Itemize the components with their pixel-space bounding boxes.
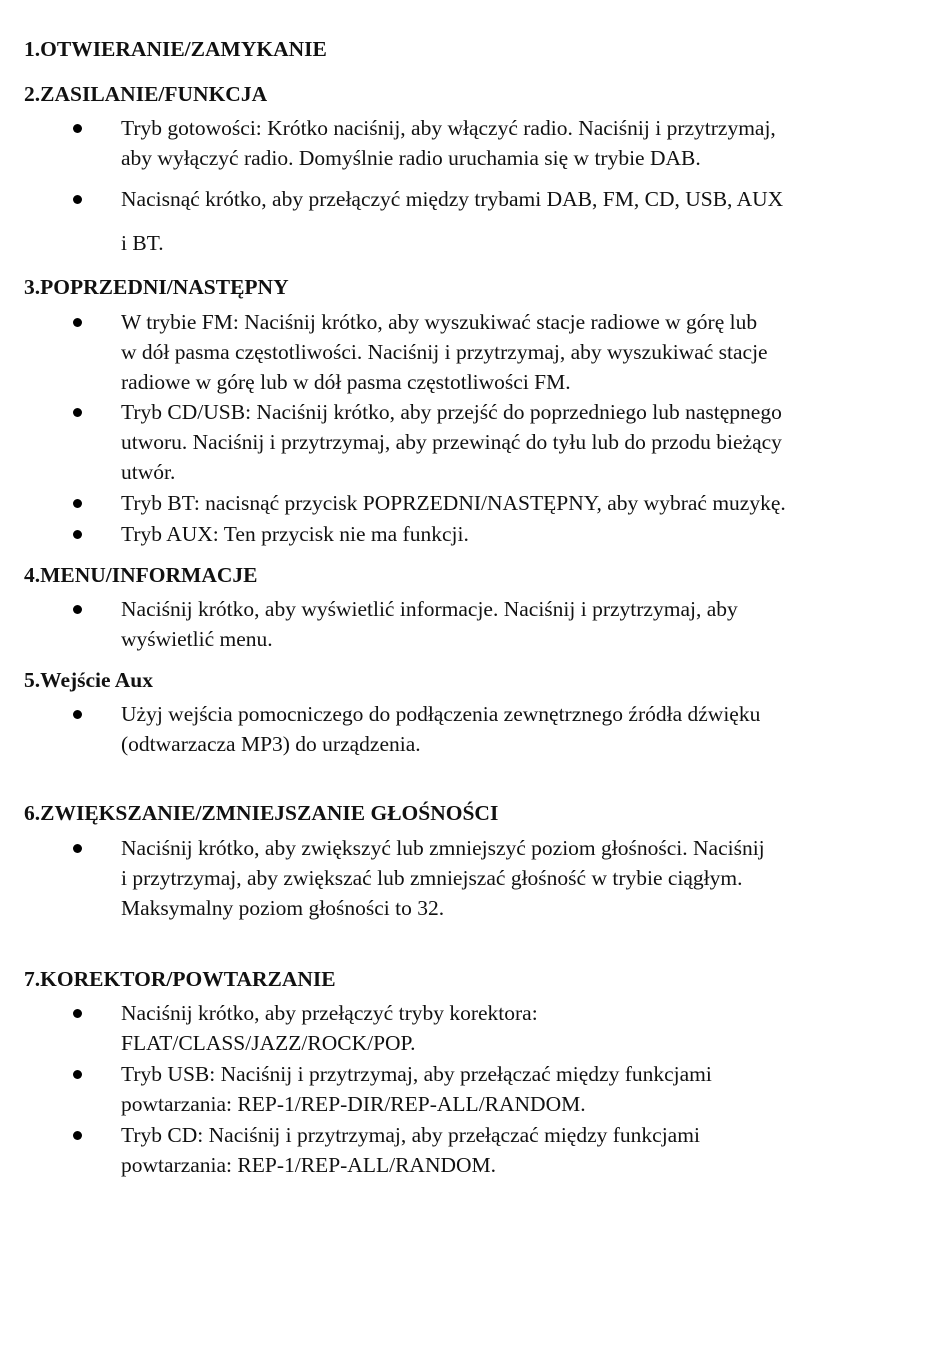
- section-heading: 1.OTWIERANIE/ZAMYKANIE: [24, 37, 327, 61]
- list-item-line: powtarzania: REP-1/REP-DIR/REP-ALL/RANDOM.: [121, 1092, 586, 1116]
- list-item-line: Tryb BT: nacisnąć przycisk POPRZEDNI/NASTĘPNY, aby wybrać muzykę.: [121, 491, 786, 515]
- bullet-icon: [73, 605, 82, 614]
- list-item: [121, 1059, 921, 1119]
- list-item-line: i BT.: [121, 231, 164, 255]
- section-heading: 5.Wejście Aux: [24, 668, 153, 692]
- bullet-icon: [73, 408, 82, 417]
- list-item-line: Tryb AUX: Ten przycisk nie ma funkcji.: [121, 522, 469, 546]
- list-item-line: Naciśnij krótko, aby przełączyć tryby korektora:: [121, 1001, 538, 1025]
- list-item-line: wyświetlić menu.: [121, 627, 273, 651]
- list-item-line: powtarzania: REP-1/REP-ALL/RANDOM.: [121, 1153, 497, 1177]
- list-item-line: i przytrzymaj, aby zwiększać lub zmniejszać głośność w trybie ciągłym.: [121, 866, 743, 890]
- list-item: [121, 113, 921, 173]
- section-heading: 2.ZASILANIE/FUNKCJA: [24, 82, 268, 106]
- bullet-icon: [73, 499, 82, 508]
- bullet-icon: [73, 1009, 82, 1018]
- bullet-icon: [73, 530, 82, 539]
- section-heading: 7.KOREKTOR/POWTARZANIE: [24, 967, 336, 991]
- bullet-icon: [73, 124, 82, 133]
- list-item: [121, 488, 921, 518]
- list-item-line: (odtwarzacza MP3) do urządzenia.: [121, 732, 421, 756]
- list-item: [121, 307, 921, 397]
- list-item-line: radiowe w górę lub w dół pasma częstotliwości FM.: [121, 370, 571, 394]
- list-item-line: utworu. Naciśnij i przytrzymaj, aby przewinąć do tyłu lub do przodu bieżący: [121, 430, 782, 454]
- list-item-line: aby wyłączyć radio. Domyślnie radio uruchamia się w trybie DAB.: [121, 146, 701, 170]
- list-item-line: Tryb gotowości: Krótko naciśnij, aby włączyć radio. Naciśnij i przytrzymaj,: [121, 116, 776, 140]
- list-item: [121, 594, 921, 654]
- bullet-icon: [73, 1131, 82, 1140]
- bullet-icon: [73, 710, 82, 719]
- list-item-line: Tryb CD/USB: Naciśnij krótko, aby przejść do poprzedniego lub następnego: [121, 400, 782, 424]
- list-item-line: Nacisnąć krótko, aby przełączyć między trybami DAB, FM, CD, USB, AUX: [121, 187, 784, 211]
- section-heading: 6.ZWIĘKSZANIE/ZMNIEJSZANIE GŁOŚNOŚCI: [24, 801, 499, 825]
- section-heading: 3.POPRZEDNI/NASTĘPNY: [24, 275, 289, 299]
- list-item: [121, 699, 921, 759]
- section-heading: 4.MENU/INFORMACJE: [24, 563, 258, 587]
- list-item-line: Naciśnij krótko, aby zwiększyć lub zmniejszyć poziom głośności. Naciśnij: [121, 836, 765, 860]
- bullet-icon: [73, 318, 82, 327]
- list-item-line: Tryb USB: Naciśnij i przytrzymaj, aby przełączać między funkcjami: [121, 1062, 712, 1086]
- list-item-line: Maksymalny poziom głośności to 32.: [121, 896, 445, 920]
- list-item: [121, 833, 921, 923]
- list-item: [121, 397, 921, 487]
- list-item: [121, 998, 921, 1058]
- list-item-line: w dół pasma częstotliwości. Naciśnij i przytrzymaj, aby wyszukiwać stacje: [121, 340, 768, 364]
- list-item-line: Naciśnij krótko, aby wyświetlić informacje. Naciśnij i przytrzymaj, aby: [121, 597, 738, 621]
- bullet-icon: [73, 195, 82, 204]
- bullet-icon: [73, 1070, 82, 1079]
- list-item: [121, 1120, 921, 1180]
- list-item-line: FLAT/CLASS/JAZZ/ROCK/POP.: [121, 1031, 416, 1055]
- bullet-icon: [73, 844, 82, 853]
- list-item-line: W trybie FM: Naciśnij krótko, aby wyszukiwać stacje radiowe w górę lub: [121, 310, 758, 334]
- list-item: [121, 519, 921, 549]
- list-item-line: Użyj wejścia pomocniczego do podłączenia zewnętrznego źródła dźwięku: [121, 702, 761, 726]
- list-item-line: Tryb CD: Naciśnij i przytrzymaj, aby przełączać między funkcjami: [121, 1123, 700, 1147]
- list-item: [121, 184, 921, 258]
- list-item-line: utwór.: [121, 460, 176, 484]
